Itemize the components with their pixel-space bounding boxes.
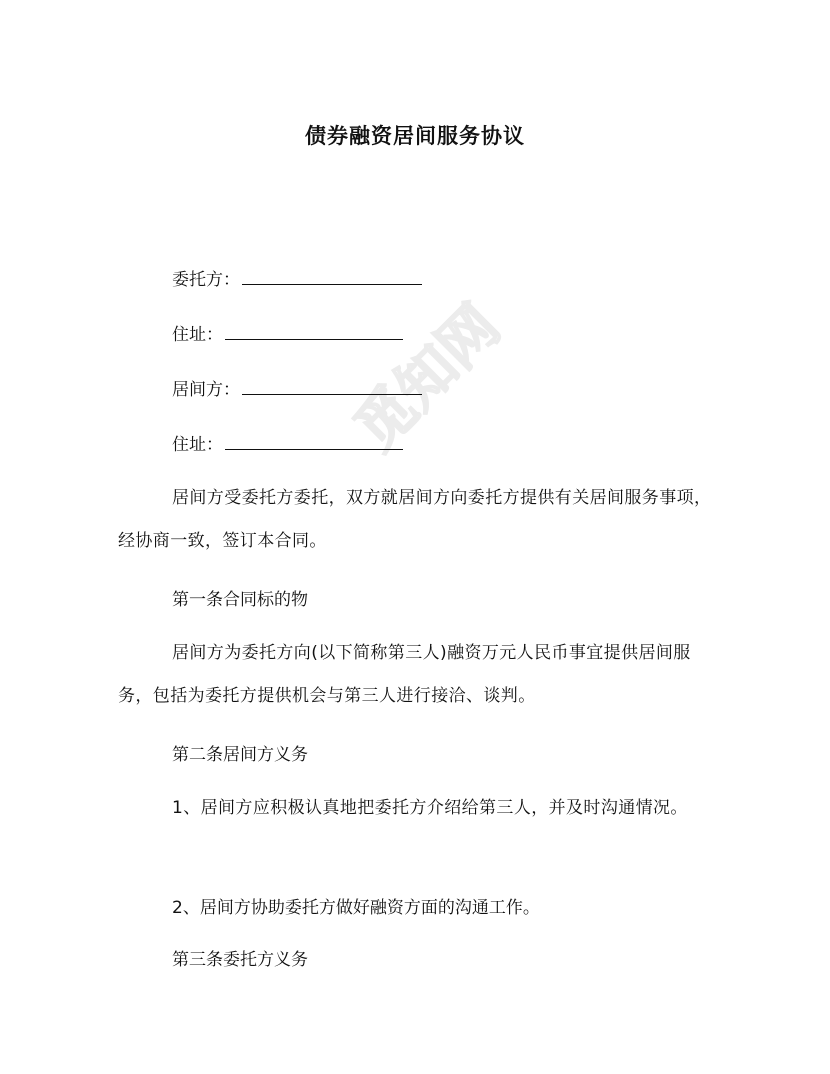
client-address-field [172,321,403,349]
article2-item1: 1、居间方应积极认真地把委托方介绍给第三人，并及时沟通情况。 [172,798,688,818]
client-address-label: 住址： [172,325,223,345]
intro-paragraph: 居间方受委托方委托，双方就居间方向委托方提供有关居间服务事项，经协商一致，签订本合同。 [118,488,712,551]
article2-item2: 2、居间方协助委托方做好融资方面的沟通工作。 [172,898,540,918]
article3-heading: 第三条委托方义务 [172,950,308,970]
broker-label: 居间方： [172,380,240,400]
broker-field [172,376,422,404]
client-field [172,266,422,294]
broker-address-label: 住址： [172,435,223,455]
client-blank[interactable] [242,270,422,285]
broker-address-blank[interactable] [225,435,403,450]
watermark-text: 觅知网 [341,291,513,463]
broker-blank[interactable] [242,380,422,395]
client-label: 委托方： [172,270,240,290]
article1-paragraph: 居间方为委托方向(以下简称第三人)融资万元人民币事宜提供居间服务，包括为委托方提供机会与第三人进行接洽、谈判。 [118,643,691,706]
document-title: 债券融资居间服务协议 [305,124,525,148]
article2-heading: 第二条居间方义务 [172,745,308,765]
client-address-blank[interactable] [225,325,403,340]
article1-heading: 第一条合同标的物 [172,590,308,610]
broker-address-field [172,431,403,459]
